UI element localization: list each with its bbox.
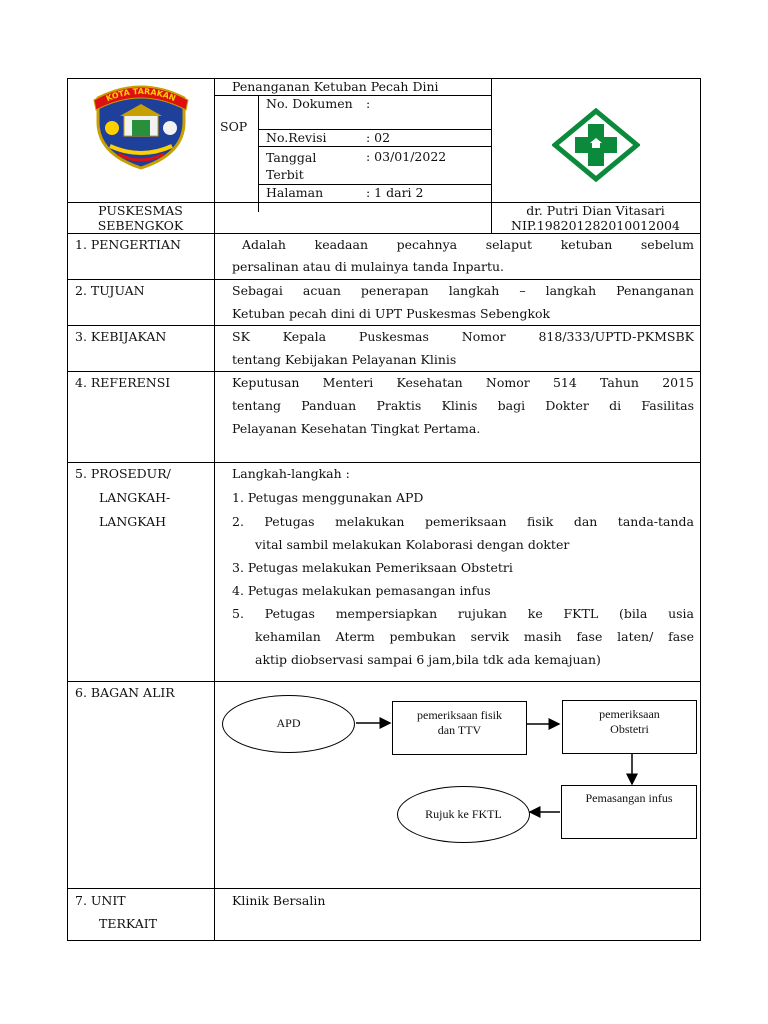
prosedur-step-1: 1. Petugas menggunakan APD [232,490,424,505]
bagan-alir-label: 6. BAGAN ALIR [75,685,175,700]
signer-block [491,203,700,233]
prosedur-intro: Langkah-langkah : [232,466,350,481]
logo-text: KOTA TARAKAN [104,86,177,104]
puskesmas-green-cross-icon [552,108,640,182]
prosedur-label-2: LANGKAH- [99,490,171,505]
kota-tarakan-emblem-icon [88,80,194,170]
pengertian-line-2: persalinan atau di mulainya tanda Inpartu. [232,259,504,274]
no-revisi-value: : 02 [366,130,391,145]
prosedur-step-2a: 2. Petugas melakukan pemeriksaan fisik dan tanda-tanda [232,514,694,529]
referensi-line-3: Pelayanan Kesehatan Tingkat Pertama. [232,421,481,436]
unit-terkait-label-2: TERKAIT [99,916,158,931]
prosedur-step-5b: kehamilan Aterm pembukan servik masih fase laten/ fase [255,629,694,644]
prosedur-step-5a: 5. Petugas mempersiapkan rujukan ke FKTL (bila usia [232,606,694,621]
flow-node-obstetri-line-2: Obstetri [610,722,649,736]
organization-line-1: PUSKESMAS [98,203,183,218]
referensi-label: 4. REFERENSI [75,375,171,390]
organization-name [67,203,214,233]
halaman-value: : 1 dari 2 [366,185,424,200]
prosedur-step-3: 3. Petugas melakukan Pemeriksaan Obstetri [232,560,513,575]
kebijakan-label: 3. KEBIJAKAN [75,329,167,344]
flow-node-infus-label: Pemasangan infus [585,791,673,805]
flow-node-apd-label: APD [276,716,301,730]
organization-line-2: SEBENGKOK [97,218,184,233]
kebijakan-line-2: tentang Kebijakan Pelayanan Klinis [232,352,457,367]
tanggal-terbit-value: : 03/01/2022 [366,149,447,164]
halaman-label: Halaman [266,185,324,200]
flow-node-obstetri-line-1: pemeriksaan [599,707,660,721]
no-dokumen-label: No. Dokumen [266,96,353,111]
prosedur-step-4: 4. Petugas melakukan pemasangan infus [232,583,491,598]
prosedur-step-5c: aktip diobservasi sampai 6 jam,bila tdk ada kemajuan) [255,652,601,667]
flow-node-rujuk-label: Rujuk ke FKTL [425,807,502,821]
flow-node-apd [222,695,355,753]
pengertian-line-1: Adalah keadaan pecahnya selaput ketuban sebelum [242,237,694,252]
kebijakan-line-1: SK Kepala Puskesmas Nomor 818/333/UPTD-PKMSBK [232,329,694,344]
no-dokumen-value: : [366,96,371,111]
unit-terkait-value: Klinik Bersalin [232,893,326,908]
pengertian-label: 1. PENGERTIAN [75,237,181,252]
no-revisi-label: No.Revisi [266,130,327,145]
flow-node-fisik-line-1: pemeriksaan fisik [417,708,502,722]
tujuan-line-1: Sebagai acuan penerapan langkah – langkah Penanganan [232,283,694,298]
flow-node-fisik [392,701,527,755]
flow-node-fisik-line-2: dan TTV [437,723,482,737]
flow-node-infus [561,785,697,839]
flow-node-obstetri [562,700,697,754]
signer-name: dr. Putri Dian Vitasari [526,203,665,218]
prosedur-label-1: 5. PROSEDUR/ [75,466,171,481]
sop-label: SOP [220,119,248,134]
document-title: Penanganan Ketuban Pecah Dini [232,79,439,94]
tanggal-terbit-label: Tanggal Terbit [266,150,317,182]
referensi-line-2: tentang Panduan Praktis Klinis bagi Dokter di Fasilitas [232,398,694,413]
flow-node-rujuk [397,786,530,843]
unit-terkait-label-1: 7. UNIT [75,893,126,908]
tujuan-line-2: Ketuban pecah dini di UPT Puskesmas Sebengkok [232,306,551,321]
signer-nip: NIP.198201282010012004 [511,218,680,233]
tujuan-label: 2. TUJUAN [75,283,145,298]
prosedur-label-3: LANGKAH [99,514,167,529]
referensi-line-1: Keputusan Menteri Kesehatan Nomor 514 Tahun 2015 [232,375,694,390]
prosedur-step-2b: vital sambil melakukan Kolaborasi dengan dokter [255,537,570,552]
